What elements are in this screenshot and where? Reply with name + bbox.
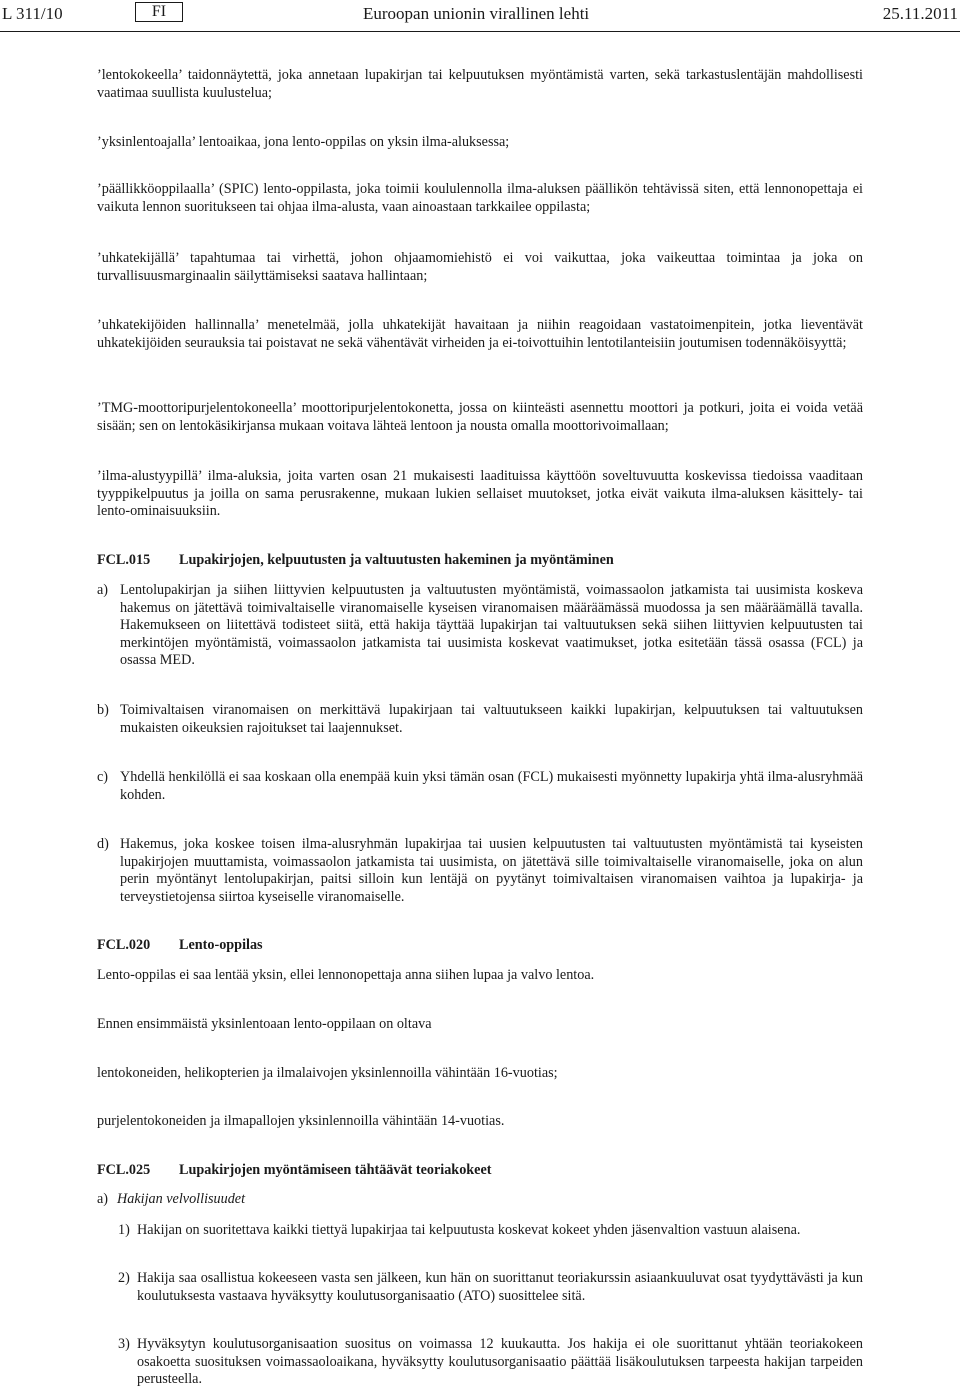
list-item [97,582,863,670]
list-item [118,1222,863,1240]
definition-paragraph: ’uhkatekijällä’ tapahtumaa tai virhettä, johon ohjaamomiehistö ei voi vaikuttaa, joka vaikeuttaa toimintaa ja joka on turvallisuusmarginaalin säilyttämiseksi saatava hallintaan; [97,250,863,284]
body-paragraph: lentokoneiden, helikopterien ja ilmalaivojen yksinlennoilla vähintään 16-vuotias; [97,1065,558,1081]
list-item [97,836,863,906]
item-text: Hakija saa osallistua kokeeseen vasta sen jälkeen, kun hän on suorittanut teoriakurssin asiaankuuluvat osat tyydyttävästi ja kun koulutuksesta vastaava hyväksytty koulutusorganisaatio (ATO) suosittelee sitä. [137,1270,863,1304]
list-item [97,769,863,804]
item-text: Lentolupakirjan ja siihen liittyvien kelpuutusten ja valtuutusten myöntämistä, voimassaolon jatkamista tai uusimista koskeva hakemus on jätettävä toimivaltaiselle viranomaiselle kyseisen viranomaisen määräämässä muodossa ja sen määräämällä tavalla. Hakemukseen on liitettävä todisteet siitä, että hakija täyttää lupakirjan tai valtuutuksen sekä siihen liittyvien kelpuutusten tai merkintöjen myöntämistä, voimassaolon jatkamista tai uusimista koskevat vaatimukset, jotka esitetään tässä osassa (FCL) ja osassa MED. [120,582,863,669]
journal-title: Euroopan unionin virallinen lehti [363,4,590,23]
item-label: c) [97,769,109,785]
subsection-heading [97,1191,863,1209]
header-divider [0,31,960,32]
subsection-title: Hakijan velvollisuudet [117,1191,246,1207]
section-code: FCL.020 [97,937,151,953]
definition-paragraph: ’lentokokeella’ taidonnäytettä, joka annetaan lupakirjan tai kelpuutuksen myöntämistä varten, sekä tarkastuslentäjän mahdollisesti vaatimaa suullista kuulustelua; [97,67,863,101]
definition-paragraph: ’ilma-alustyypillä’ ilma-aluksia, joita varten osan 21 mukaisesti laadituissa käyttöön soveltuvuutta koskevissa tiedoissa vaaditaan tyyppikelpuutus ja joilla on sama perusrakenne, mukaan lukien sellaiset muutokset, jotka eivät vaikuta ilma-aluksen käsittely- tai lento-ominaisuuksiin. [97,468,863,520]
item-text: Hyväksytyn koulutusorganisaation suositus on voimassa 12 kuukautta. Jos hakija ei ole suorittanut yhtään teoriakokeen osakoetta suosituksen voimassaoloaikana, hyväksytty koulutusorganisaatio päättää lisäkoulutuksen tarpeesta hakijan tarpeiden perusteella. [137,1336,863,1388]
body-paragraph: Lento-oppilas ei saa lentää yksin, ellei lennonopettaja anna siihen lupaa ja valvo lentoa. [97,967,595,983]
item-text: Toimivaltaisen viranomaisen on merkittävä lupakirjaan tai valtuutukseen kaikki lupakirjan, kelpuutuksen tai valtuutuksen mukaisten oikeuksien rajoitukset tai laajennukset. [120,702,863,736]
subsection-label: a) [97,1191,109,1207]
section-title: Lento-oppilas [179,937,263,953]
section-title: Lupakirjojen myöntämiseen tähtäävät teoriakokeet [179,1162,492,1178]
section-title: Lupakirjojen, kelpuutusten ja valtuutusten hakeminen ja myöntäminen [179,552,614,568]
definition-paragraph: ’päällikköoppilaalla’ (SPIC) lento-oppilasta, joka toimii koululennolla ilma-aluksen päällikön tehtävissä siten, että lennonopettaja ei vaikuta lennon suoritukseen tai ohjaa ilma-alusta, vaan ainoastaan tarkkailee oppilasta; [97,181,863,215]
item-label: 2) [118,1270,130,1286]
item-text: Hakemus, joka koskee toisen ilma-alusryhmän lupakirjaa tai uusien kelpuutusten tai valtuutusten myöntämistä tai kyseisten lupakirjojen muuttamista, voimassaolon jatkamista tai uusimista, on jätettävä sille toimivaltaiselle viranomaiselle, joka on alun perin myöntänyt lentolupakirjan, paitsi silloin kun lentäjä on pyytänyt toimivaltaisen viranomaisen vaihtoa ja lupakirja- ja terveystietojensa siirtoa kyseiselle viranomaiselle. [120,836,863,905]
section-code: FCL.025 [97,1162,151,1178]
item-label: 3) [118,1336,130,1352]
body-paragraph: Ennen ensimmäistä yksinlentoaan lento-oppilaan on oltava [97,1016,432,1032]
section-heading-fcl025 [97,1162,867,1180]
page-reference: L 311/10 [2,4,63,23]
page-header [0,2,960,24]
publication-date: 25.11.2011 [882,4,958,23]
section-heading-fcl015 [97,552,867,570]
definition-paragraph: ’uhkatekijöiden hallinnalla’ menetelmää, jolla uhkatekijät havaitaan ja niihin reagoidaan vastatoimenpitein, jotka lieventävät uhkatekijöiden seurauksia tai poistavat ne sekä vähentävät virheiden ja ei-toivottuihin lentotilanteisiin joutumisen todennäköisyyttä; [97,317,863,351]
section-code: FCL.015 [97,552,151,568]
definition-paragraph: ’TMG-moottoripurjelentokoneella’ moottoripurjelentokonetta, jossa on kiinteästi asennettu moottori ja potkuri, joita ei voida vetää sisään; sen on lentokäsikirjansa mukaan voitava lähteä lentoon ja nousta omalla moottorivoimallaan; [97,400,863,434]
section-heading-fcl020 [97,937,867,955]
language-badge: FI [135,2,183,22]
item-text: Yhdellä henkilöllä ei saa koskaan olla enempää kuin yksi tämän osan (FCL) mukaisesti myönnetty lupakirja yhtä ilma-alusryhmää kohden. [120,769,863,803]
list-item [118,1270,863,1305]
body-paragraph: purjelentokoneiden ja ilmapallojen yksinlennoilla vähintään 14-vuotias. [97,1113,505,1129]
item-text: Hakijan on suoritettava kaikki tiettyä lupakirjaa tai kelpuutusta koskevat kokeet yhden jäsenvaltion vastuun alaisena. [137,1222,801,1238]
item-label: a) [97,582,109,598]
item-label: b) [97,702,109,718]
list-item [118,1336,863,1389]
item-label: 1) [118,1222,130,1238]
definition-paragraph: ’yksinlentoajalla’ lentoaikaa, jona lento-oppilas on yksin ilma-aluksessa; [97,134,510,150]
list-item [97,702,863,737]
item-label: d) [97,836,109,852]
